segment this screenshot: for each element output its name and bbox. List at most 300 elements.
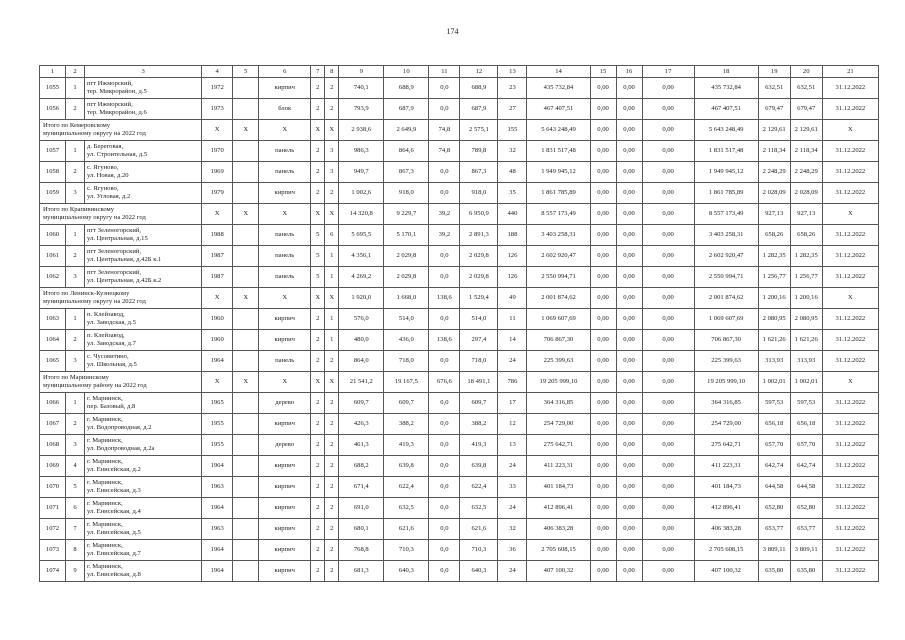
table-cell: 4 269,2 bbox=[339, 267, 384, 288]
table-cell: 691,0 bbox=[339, 498, 384, 519]
table-cell: 2 bbox=[311, 414, 325, 435]
table-cell: 0,00 bbox=[590, 267, 616, 288]
table-row bbox=[40, 519, 879, 540]
table-cell: 2 bbox=[311, 183, 325, 204]
table-cell: 644,58 bbox=[758, 477, 790, 498]
table-cell: 0,00 bbox=[590, 351, 616, 372]
table-cell: 0,00 bbox=[616, 498, 642, 519]
table-cell: 13 bbox=[498, 435, 527, 456]
table-cell: 39,2 bbox=[429, 225, 460, 246]
table-cell: 2 bbox=[325, 393, 339, 414]
table-cell: 1 bbox=[325, 309, 339, 330]
table-cell: X bbox=[259, 120, 311, 141]
column-number: 13 bbox=[498, 66, 527, 78]
table-cell: 2 bbox=[325, 99, 339, 120]
table-row bbox=[40, 498, 879, 519]
table-cell: 2 028,09 bbox=[758, 183, 790, 204]
table-cell: 0,00 bbox=[642, 414, 694, 435]
table-cell: 1062 bbox=[40, 267, 66, 288]
table-cell: 710,3 bbox=[460, 540, 498, 561]
table-cell: 1973 bbox=[202, 99, 233, 120]
table-cell: 1055 bbox=[40, 78, 66, 99]
table-cell: 1 bbox=[66, 225, 85, 246]
table-cell: 0,00 bbox=[642, 351, 694, 372]
table-cell: 1 069 607,69 bbox=[527, 309, 590, 330]
summary-row bbox=[40, 120, 879, 141]
table-cell: кирпич bbox=[259, 183, 311, 204]
table-cell: 21 541,2 bbox=[339, 372, 384, 393]
table-cell: 5 695,5 bbox=[339, 225, 384, 246]
table-cell: 31.12.2022 bbox=[822, 561, 878, 582]
table-cell: 1 200,16 bbox=[758, 288, 790, 309]
table-cell: 5 643 248,49 bbox=[694, 120, 758, 141]
table-cell: 0,00 bbox=[590, 162, 616, 183]
table-cell: 275 642,71 bbox=[527, 435, 590, 456]
table-cell: 2 705 608,15 bbox=[694, 540, 758, 561]
table-cell: 0,00 bbox=[590, 393, 616, 414]
table-cell: 642,74 bbox=[790, 456, 822, 477]
table-cell: X bbox=[233, 120, 259, 141]
table-cell: 31.12.2022 bbox=[822, 309, 878, 330]
table-cell: 1 bbox=[325, 246, 339, 267]
table-cell: 0,0 bbox=[429, 561, 460, 582]
table-cell: 1073 bbox=[40, 540, 66, 561]
table-cell: кирпич bbox=[259, 309, 311, 330]
table-cell: 2 bbox=[325, 477, 339, 498]
table-cell: X bbox=[822, 372, 878, 393]
table-cell: 1071 bbox=[40, 498, 66, 519]
table-row bbox=[40, 267, 879, 288]
table-cell: 657,70 bbox=[790, 435, 822, 456]
table-cell: 0,00 bbox=[642, 309, 694, 330]
table-cell bbox=[233, 330, 259, 351]
table-cell: 621,6 bbox=[384, 519, 429, 540]
table-cell: 9 229,7 bbox=[384, 204, 429, 225]
table-cell: 1 831 517,48 bbox=[527, 141, 590, 162]
table-cell: 864,6 bbox=[384, 141, 429, 162]
table-cell: 1964 bbox=[202, 561, 233, 582]
table-cell: 2 bbox=[66, 246, 85, 267]
table-cell: 2 705 608,15 bbox=[527, 540, 590, 561]
table-cell: 514,0 bbox=[460, 309, 498, 330]
table-cell: 2 bbox=[311, 435, 325, 456]
table-cell: 2 080,95 bbox=[758, 309, 790, 330]
table-cell: 23 bbox=[498, 78, 527, 99]
table-cell: 0,00 bbox=[616, 162, 642, 183]
address-cell: г. Мариинск, ул. Водопроводная, д.2а bbox=[85, 435, 202, 456]
table-cell: 39,2 bbox=[429, 204, 460, 225]
table-cell: 0,00 bbox=[616, 330, 642, 351]
table-cell: 609,7 bbox=[384, 393, 429, 414]
table-cell: 31.12.2022 bbox=[822, 246, 878, 267]
table-cell: 642,74 bbox=[758, 456, 790, 477]
column-number: 21 bbox=[822, 66, 878, 78]
table-cell: 31.12.2022 bbox=[822, 99, 878, 120]
table-cell: 31.12.2022 bbox=[822, 393, 878, 414]
table-cell: 0,0 bbox=[429, 498, 460, 519]
table-cell: 927,13 bbox=[790, 204, 822, 225]
table-cell: 0,00 bbox=[616, 414, 642, 435]
table-cell: 688,2 bbox=[339, 456, 384, 477]
table-cell: 0,00 bbox=[616, 456, 642, 477]
table-cell: 0,00 bbox=[642, 288, 694, 309]
table-cell: 364 316,85 bbox=[694, 393, 758, 414]
table-cell: 918,0 bbox=[384, 183, 429, 204]
table-cell: панель bbox=[259, 141, 311, 162]
table-cell: 2 550 994,71 bbox=[694, 267, 758, 288]
column-number: 15 bbox=[590, 66, 616, 78]
table-cell: 12 bbox=[498, 414, 527, 435]
table-cell: 3 bbox=[66, 435, 85, 456]
address-cell: г. Мариинск, ул. Енисейская, д.4 bbox=[85, 498, 202, 519]
table-cell: 2 649,9 bbox=[384, 120, 429, 141]
table-cell: 2 bbox=[311, 351, 325, 372]
table-cell: 32 bbox=[498, 519, 527, 540]
table-cell: 1 bbox=[66, 78, 85, 99]
table-cell: 24 bbox=[498, 456, 527, 477]
table-cell: 440 bbox=[498, 204, 527, 225]
table-cell: 313,93 bbox=[758, 351, 790, 372]
table-cell: 188 bbox=[498, 225, 527, 246]
address-cell: пгт Зеленогорский, ул. Центральная, д.42Б к.2 bbox=[85, 267, 202, 288]
table-cell: 2 bbox=[325, 456, 339, 477]
address-cell: пгт Ижморский, тер. Микрорайон, д.6 bbox=[85, 99, 202, 120]
table-cell: 706 867,30 bbox=[527, 330, 590, 351]
table-cell: 658,26 bbox=[790, 225, 822, 246]
address-cell: г. Мариинск, ул. Енисейская, д.2 bbox=[85, 456, 202, 477]
table-cell: 254 729,00 bbox=[694, 414, 758, 435]
table-cell: 1064 bbox=[40, 330, 66, 351]
table-cell: 0,00 bbox=[616, 78, 642, 99]
table-cell bbox=[233, 162, 259, 183]
table-cell: 653,77 bbox=[758, 519, 790, 540]
address-cell: г. Мариинск, пер. Базовый, д.8 bbox=[85, 393, 202, 414]
table-cell: 687,9 bbox=[384, 99, 429, 120]
table-cell: 11 bbox=[498, 309, 527, 330]
table-cell: 1979 bbox=[202, 183, 233, 204]
table-cell: 31.12.2022 bbox=[822, 456, 878, 477]
table-cell: 6 bbox=[66, 498, 85, 519]
table-cell: 6 bbox=[325, 225, 339, 246]
table-cell: 1 256,77 bbox=[790, 267, 822, 288]
housing-register-table bbox=[39, 65, 879, 582]
table-cell bbox=[233, 414, 259, 435]
table-cell: 1 282,35 bbox=[758, 246, 790, 267]
address-cell: пгт Ижморский, тер. Микрорайон, д.5 bbox=[85, 78, 202, 99]
table-cell: 0,0 bbox=[429, 351, 460, 372]
table-cell: 0,00 bbox=[616, 372, 642, 393]
table-cell: 297,4 bbox=[460, 330, 498, 351]
table-row bbox=[40, 414, 879, 435]
table-cell: панель bbox=[259, 162, 311, 183]
table-cell: 1965 bbox=[202, 393, 233, 414]
table-cell: X bbox=[259, 288, 311, 309]
table-cell: 2 bbox=[325, 498, 339, 519]
table-cell: 2 bbox=[325, 351, 339, 372]
table-cell: X bbox=[233, 204, 259, 225]
table-cell: 5 bbox=[66, 477, 85, 498]
table-cell: 0,00 bbox=[590, 414, 616, 435]
table-cell: 48 bbox=[498, 162, 527, 183]
table-cell: 2 bbox=[66, 99, 85, 120]
table-cell: 407 100,32 bbox=[694, 561, 758, 582]
table-cell: 2 bbox=[66, 330, 85, 351]
table-cell: кирпич bbox=[259, 477, 311, 498]
table-cell: X bbox=[233, 288, 259, 309]
column-number: 4 bbox=[202, 66, 233, 78]
table-cell: 2 bbox=[311, 477, 325, 498]
table-cell: 0,00 bbox=[590, 99, 616, 120]
table-cell: 0,00 bbox=[642, 561, 694, 582]
table-cell: кирпич bbox=[259, 561, 311, 582]
table-cell: 1065 bbox=[40, 351, 66, 372]
table-cell: 0,00 bbox=[642, 372, 694, 393]
table-cell: 412 896,41 bbox=[527, 498, 590, 519]
table-cell: 126 bbox=[498, 246, 527, 267]
address-cell: г. Мариинск, ул. Енисейская, д.7 bbox=[85, 540, 202, 561]
table-cell: 1059 bbox=[40, 183, 66, 204]
table-cell: 1964 bbox=[202, 351, 233, 372]
table-cell: 435 732,84 bbox=[527, 78, 590, 99]
table-cell: 467 407,51 bbox=[527, 99, 590, 120]
table-cell bbox=[233, 561, 259, 582]
table-cell bbox=[233, 540, 259, 561]
table-cell: 1 920,0 bbox=[339, 288, 384, 309]
table-cell bbox=[233, 246, 259, 267]
table-cell: 639,8 bbox=[384, 456, 429, 477]
table-cell: 0,00 bbox=[616, 477, 642, 498]
table-cell: 0,00 bbox=[590, 561, 616, 582]
table-cell: 671,4 bbox=[339, 477, 384, 498]
address-cell: п. Клейзавод, ул. Заводская, д.7 bbox=[85, 330, 202, 351]
table-cell: 388,2 bbox=[384, 414, 429, 435]
address-cell: п. Клейзавод, ул. Заводская, д.5 bbox=[85, 309, 202, 330]
table-cell: 0,00 bbox=[590, 246, 616, 267]
table-cell: 1069 bbox=[40, 456, 66, 477]
table-cell: 0,0 bbox=[429, 393, 460, 414]
table-cell: 480,0 bbox=[339, 330, 384, 351]
table-cell: 0,0 bbox=[429, 267, 460, 288]
table-cell: 640,3 bbox=[384, 561, 429, 582]
table-cell: 0,00 bbox=[590, 519, 616, 540]
table-cell: 31.12.2022 bbox=[822, 225, 878, 246]
table-cell: 401 184,73 bbox=[694, 477, 758, 498]
table-cell: 1 bbox=[66, 141, 85, 162]
table-cell: 632,51 bbox=[758, 78, 790, 99]
table-cell: 2 001 874,62 bbox=[527, 288, 590, 309]
table-cell: 679,47 bbox=[790, 99, 822, 120]
table-cell: X bbox=[202, 288, 233, 309]
table-cell: 0,00 bbox=[616, 183, 642, 204]
table-cell: X bbox=[259, 372, 311, 393]
table-cell: 1963 bbox=[202, 519, 233, 540]
table-row bbox=[40, 141, 879, 162]
table-cell: 1 256,77 bbox=[758, 267, 790, 288]
table-cell bbox=[233, 309, 259, 330]
table-cell: 1072 bbox=[40, 519, 66, 540]
table-cell: 3 bbox=[325, 162, 339, 183]
table-cell: 254 729,00 bbox=[527, 414, 590, 435]
table-cell: X bbox=[311, 288, 325, 309]
address-cell: г. Мариинск, ул. Водопроводная, д.2 bbox=[85, 414, 202, 435]
table-cell: 2 bbox=[325, 435, 339, 456]
column-number: 10 bbox=[384, 66, 429, 78]
table-cell bbox=[233, 267, 259, 288]
address-cell: г. Мариинск, ул. Енисейская, д.8 bbox=[85, 561, 202, 582]
table-cell: 2 bbox=[311, 519, 325, 540]
table-cell: 622,4 bbox=[460, 477, 498, 498]
table-cell: 8 557 173,49 bbox=[527, 204, 590, 225]
table-cell: 2 bbox=[311, 498, 325, 519]
table-cell: 2 118,34 bbox=[758, 141, 790, 162]
table-cell: 406 383,28 bbox=[527, 519, 590, 540]
table-cell: кирпич bbox=[259, 456, 311, 477]
table-cell: 0,00 bbox=[590, 288, 616, 309]
table-cell: 7 bbox=[66, 519, 85, 540]
table-cell: 364 316,85 bbox=[527, 393, 590, 414]
table-cell: кирпич bbox=[259, 330, 311, 351]
table-cell: 0,00 bbox=[616, 246, 642, 267]
table-cell: 14 320,8 bbox=[339, 204, 384, 225]
table-cell: 2 bbox=[325, 414, 339, 435]
table-cell: 653,77 bbox=[790, 519, 822, 540]
table-cell: 652,80 bbox=[758, 498, 790, 519]
table-cell: 1 002,01 bbox=[790, 372, 822, 393]
table-cell: 2 bbox=[325, 519, 339, 540]
table-cell: 411 223,31 bbox=[527, 456, 590, 477]
table-cell: 436,0 bbox=[384, 330, 429, 351]
table-cell: 1074 bbox=[40, 561, 66, 582]
table-cell: 31.12.2022 bbox=[822, 183, 878, 204]
column-number: 5 bbox=[233, 66, 259, 78]
table-cell: панель bbox=[259, 246, 311, 267]
table-cell: дерево bbox=[259, 435, 311, 456]
table-cell: 687,9 bbox=[460, 99, 498, 120]
table-cell: панель bbox=[259, 267, 311, 288]
column-number: 2 bbox=[66, 66, 85, 78]
table-cell: 1 069 607,69 bbox=[694, 309, 758, 330]
table-row bbox=[40, 162, 879, 183]
table-cell: 918,0 bbox=[460, 183, 498, 204]
table-cell: 635,80 bbox=[790, 561, 822, 582]
table-cell: X bbox=[822, 204, 878, 225]
table-cell: кирпич bbox=[259, 414, 311, 435]
table-cell: 0,00 bbox=[616, 204, 642, 225]
table-cell: 461,3 bbox=[339, 435, 384, 456]
table-cell: 6 950,9 bbox=[460, 204, 498, 225]
table-cell: 632,5 bbox=[460, 498, 498, 519]
table-cell: 5 bbox=[311, 246, 325, 267]
table-cell: 1057 bbox=[40, 141, 66, 162]
table-cell: 0,0 bbox=[429, 246, 460, 267]
table-cell: 0,00 bbox=[642, 330, 694, 351]
table-cell: 36 bbox=[498, 540, 527, 561]
table-row bbox=[40, 393, 879, 414]
table-row bbox=[40, 246, 879, 267]
table-cell: 1987 bbox=[202, 246, 233, 267]
table-cell: 74,8 bbox=[429, 120, 460, 141]
table-cell: 688,9 bbox=[460, 78, 498, 99]
table-cell: 2 129,61 bbox=[790, 120, 822, 141]
table-cell: 31.12.2022 bbox=[822, 519, 878, 540]
table-cell: 0,00 bbox=[642, 267, 694, 288]
table-cell: 656,18 bbox=[758, 414, 790, 435]
table-cell: 138,6 bbox=[429, 288, 460, 309]
table-cell: 2 248,29 bbox=[790, 162, 822, 183]
column-number: 18 bbox=[694, 66, 758, 78]
table-cell: 2 bbox=[311, 162, 325, 183]
address-cell: г. Мариинск, ул. Енисейская, д.3 bbox=[85, 477, 202, 498]
column-number: 9 bbox=[339, 66, 384, 78]
table-row bbox=[40, 351, 879, 372]
table-cell: панель bbox=[259, 225, 311, 246]
table-cell: X bbox=[325, 120, 339, 141]
table-cell: 2 bbox=[325, 540, 339, 561]
table-cell: 1060 bbox=[40, 225, 66, 246]
address-cell: г. Мариинск, ул. Енисейская, д.5 bbox=[85, 519, 202, 540]
table-cell: 1 949 945,12 bbox=[527, 162, 590, 183]
table-cell: 658,26 bbox=[758, 225, 790, 246]
table-cell: 412 896,41 bbox=[694, 498, 758, 519]
table-cell: 1063 bbox=[40, 309, 66, 330]
table-row bbox=[40, 540, 879, 561]
table-cell: 621,6 bbox=[460, 519, 498, 540]
table-cell: 8 bbox=[66, 540, 85, 561]
table-cell: 0,00 bbox=[616, 435, 642, 456]
table-cell: 5 bbox=[311, 225, 325, 246]
table-cell: 49 bbox=[498, 288, 527, 309]
table-cell: 2 575,1 bbox=[460, 120, 498, 141]
address-cell: пгт Зеленогорский, ул. Центральная, д.42Б к.1 bbox=[85, 246, 202, 267]
table-cell bbox=[233, 477, 259, 498]
table-cell: X bbox=[202, 204, 233, 225]
column-number: 1 bbox=[40, 66, 66, 78]
table-cell: дерево bbox=[259, 393, 311, 414]
table-cell: 31.12.2022 bbox=[822, 498, 878, 519]
table-cell: 8 557 173,49 bbox=[694, 204, 758, 225]
table-cell: 419,3 bbox=[460, 435, 498, 456]
table-cell: кирпич bbox=[259, 540, 311, 561]
table-cell bbox=[233, 78, 259, 99]
table-cell: 31.12.2022 bbox=[822, 351, 878, 372]
summary-label: Итого по Крапивинскому муниципальному округу на 2022 год bbox=[40, 204, 202, 225]
table-cell: 1 621,26 bbox=[790, 330, 822, 351]
table-cell: 5 bbox=[311, 267, 325, 288]
table-cell: 31.12.2022 bbox=[822, 78, 878, 99]
table-cell: 14 bbox=[498, 330, 527, 351]
table-row bbox=[40, 309, 879, 330]
column-number-row bbox=[40, 66, 879, 78]
table-cell: 0,0 bbox=[429, 456, 460, 477]
table-cell: 467 407,51 bbox=[694, 99, 758, 120]
table-cell: 2 bbox=[311, 309, 325, 330]
table-cell: 1964 bbox=[202, 498, 233, 519]
table-cell: 0,0 bbox=[429, 309, 460, 330]
table-cell: 2 602 920,47 bbox=[527, 246, 590, 267]
table-cell: 406 383,28 bbox=[694, 519, 758, 540]
table-cell: 0,0 bbox=[429, 477, 460, 498]
table-cell: 1 861 785,89 bbox=[527, 183, 590, 204]
table-cell: X bbox=[202, 120, 233, 141]
table-row bbox=[40, 561, 879, 582]
table-cell: X bbox=[325, 372, 339, 393]
table-cell: X bbox=[202, 372, 233, 393]
table-cell: 622,4 bbox=[384, 477, 429, 498]
table-cell: кирпич bbox=[259, 78, 311, 99]
table-cell: 1 bbox=[66, 309, 85, 330]
table-cell: 1963 bbox=[202, 477, 233, 498]
address-cell: с. Ягуново, ул. Новая, д.20 bbox=[85, 162, 202, 183]
